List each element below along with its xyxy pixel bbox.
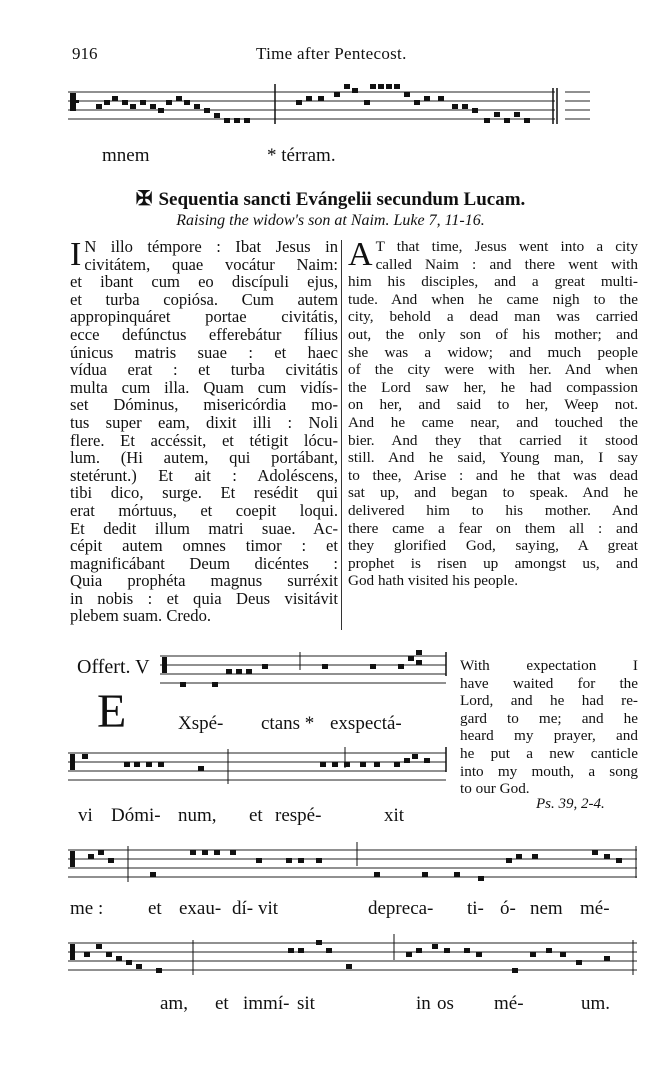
text-line: still. And he said, Young man, I say bbox=[348, 449, 638, 467]
chant-lyric: in bbox=[416, 993, 431, 1014]
text-line: heard my prayer, and bbox=[460, 727, 638, 745]
text-line: delivered him to his mother. And bbox=[348, 501, 638, 519]
gospel-title: Sequentia sancti Evángelii secundum Lucam. bbox=[158, 189, 526, 210]
text-line: et ibant cum eo discípuli ejus, bbox=[70, 272, 338, 292]
chant-staff-4 bbox=[0, 838, 661, 893]
english-dropcap: A bbox=[348, 236, 373, 273]
chant-staff-5 bbox=[0, 930, 661, 985]
text-line: lum. (Hi autem, qui portábant, bbox=[70, 448, 338, 468]
chant-lyric: et bbox=[215, 993, 229, 1014]
chant-lyric: mé- bbox=[494, 993, 524, 1014]
text-line: Quia prophéta magnus surréxit bbox=[70, 571, 338, 591]
text-line: vídua erat : et turba civitátis bbox=[70, 360, 338, 380]
text-line: there came a fear on them all : and bbox=[348, 519, 638, 537]
column-divider bbox=[341, 240, 342, 630]
chant-lyric: num, bbox=[178, 805, 217, 826]
text-line: to our God. bbox=[460, 780, 530, 798]
chant-lyric: ctans * bbox=[261, 713, 315, 734]
chant-lyric: exau- bbox=[179, 898, 222, 919]
text-line: called Naim : and there went with bbox=[375, 255, 638, 273]
chant-lyric: ti- bbox=[467, 898, 484, 919]
text-line: Et dedit illum matri suae. Ac- bbox=[70, 518, 338, 538]
chant-lyric: os bbox=[437, 993, 454, 1014]
text-line: erat mórtuus, et coepit loqui. bbox=[70, 500, 338, 520]
text-line: she was a widow; and much people bbox=[348, 343, 638, 361]
running-title: Time after Pentecost. bbox=[256, 44, 407, 63]
text-line: into my mouth, a song bbox=[460, 762, 638, 780]
chant-lyric: sit bbox=[297, 993, 315, 1014]
chant-lyric: * térram. bbox=[267, 145, 336, 166]
chant-lyric: et bbox=[249, 805, 263, 826]
text-line: stetérunt.) Et ait : Adoléscens, bbox=[70, 465, 338, 485]
chant-lyric: me : bbox=[70, 898, 104, 919]
text-line: of the city were with her. And when bbox=[348, 361, 638, 379]
chant-lyric: vit bbox=[258, 898, 279, 919]
text-line: the Lord saw her, he had compassion bbox=[348, 378, 638, 396]
text-line: civitátem, quae vocátur Naim: bbox=[84, 254, 338, 274]
chant-lyric: exspectá- bbox=[330, 713, 402, 734]
chant-lyric: vi bbox=[78, 805, 93, 826]
text-line: sat up, and began to speak. And he bbox=[348, 484, 638, 502]
chant-lyric: mé- bbox=[580, 898, 610, 919]
chant-lyric: ó- bbox=[500, 898, 516, 919]
text-line: T that time, Jesus went into a city bbox=[375, 238, 638, 255]
chant-lyric: et bbox=[148, 898, 162, 919]
chant-lyric: mnem bbox=[102, 145, 150, 166]
chant-lyric: depreca- bbox=[368, 898, 434, 919]
text-line: plebem suam. Credo. bbox=[70, 606, 212, 626]
text-line: they glorified God, saying, A great bbox=[348, 537, 638, 555]
text-line: appropinquáret portae civitátis, bbox=[70, 307, 338, 327]
text-line: multa cum illa. Quam cum vidís- bbox=[70, 377, 338, 397]
offertory-label: Offert. V bbox=[77, 656, 150, 678]
text-line: ecce defúnctus efferebátur fílius bbox=[70, 324, 338, 344]
text-line: tude. And when he came nigh to the bbox=[348, 290, 638, 308]
text-line: in nobis : et quia Deus visitávit bbox=[70, 588, 338, 608]
chant-neumes-1 bbox=[96, 84, 530, 123]
text-line: et turba copiósa. Cum autem bbox=[70, 289, 338, 309]
text-line: únicus matris suae : et haec bbox=[70, 342, 338, 362]
latin-column bbox=[70, 238, 338, 625]
text-line: Lord, and he had re- bbox=[460, 692, 638, 710]
chant-lyric: am, bbox=[160, 993, 188, 1014]
english-column bbox=[348, 238, 638, 590]
text-line: gard to me; and he bbox=[460, 709, 638, 727]
text-line: prophet is risen up amongst us, and bbox=[348, 554, 638, 572]
text-line: tus super eam, dixit illi : Noli bbox=[70, 412, 338, 432]
chant-lyric: xit bbox=[384, 805, 405, 826]
text-line: out, the only son of his mother; and bbox=[348, 325, 638, 343]
text-line: him his disciples, and a great multi- bbox=[348, 273, 638, 291]
text-line: to thee, Arise : and he that was dead bbox=[348, 466, 638, 484]
chant-lyric: nem bbox=[530, 898, 563, 919]
text-line: set Dóminus, misericórdia mo- bbox=[70, 395, 338, 415]
text-line: With expectation I bbox=[460, 657, 638, 674]
offertory-initial: E bbox=[97, 685, 127, 738]
page-number: 916 bbox=[72, 44, 98, 63]
text-line: cépit autem omnes timor : et bbox=[70, 536, 338, 556]
text-line: he put a new canticle bbox=[460, 744, 638, 762]
text-line: magnificábant Deum dicéntes : bbox=[70, 553, 338, 573]
text-line: bier. And they that carried it stood bbox=[348, 431, 638, 449]
text-line: city, behold a dead man was carried bbox=[348, 308, 638, 326]
cross-icon: ✠ bbox=[135, 188, 153, 210]
text-line: God hath visited his people. bbox=[348, 572, 518, 590]
text-line: tibi dico, surge. Et resédit qui bbox=[70, 483, 338, 503]
text-line: on her, and said to her, Weep not. bbox=[348, 396, 638, 414]
chant-lyric: dí- bbox=[232, 898, 254, 919]
chant-staff-1 bbox=[0, 76, 661, 136]
chant-lyric: respé- bbox=[275, 805, 322, 826]
text-line: have waited for the bbox=[460, 674, 638, 692]
text-line: And he came near, and touched the bbox=[348, 413, 638, 431]
chant-lyric: Xspé- bbox=[178, 713, 224, 734]
gospel-subheading: Raising the widow's son at Naim. Luke 7, 11-16. bbox=[176, 212, 485, 229]
offertory-english bbox=[460, 657, 638, 798]
gospel-heading bbox=[0, 186, 661, 211]
chant-lyric: immí- bbox=[243, 993, 290, 1014]
text-line: N illo témpore : Ibat Jesus in bbox=[84, 237, 338, 256]
text-line: flere. Et accéssit, et tétigit lócu- bbox=[70, 430, 338, 450]
latin-dropcap: I bbox=[70, 236, 82, 273]
chant-lyric: um. bbox=[581, 993, 611, 1014]
chant-lyric: Dómi- bbox=[111, 805, 161, 826]
psalm-reference: Ps. 39, 2-4. bbox=[536, 796, 605, 812]
